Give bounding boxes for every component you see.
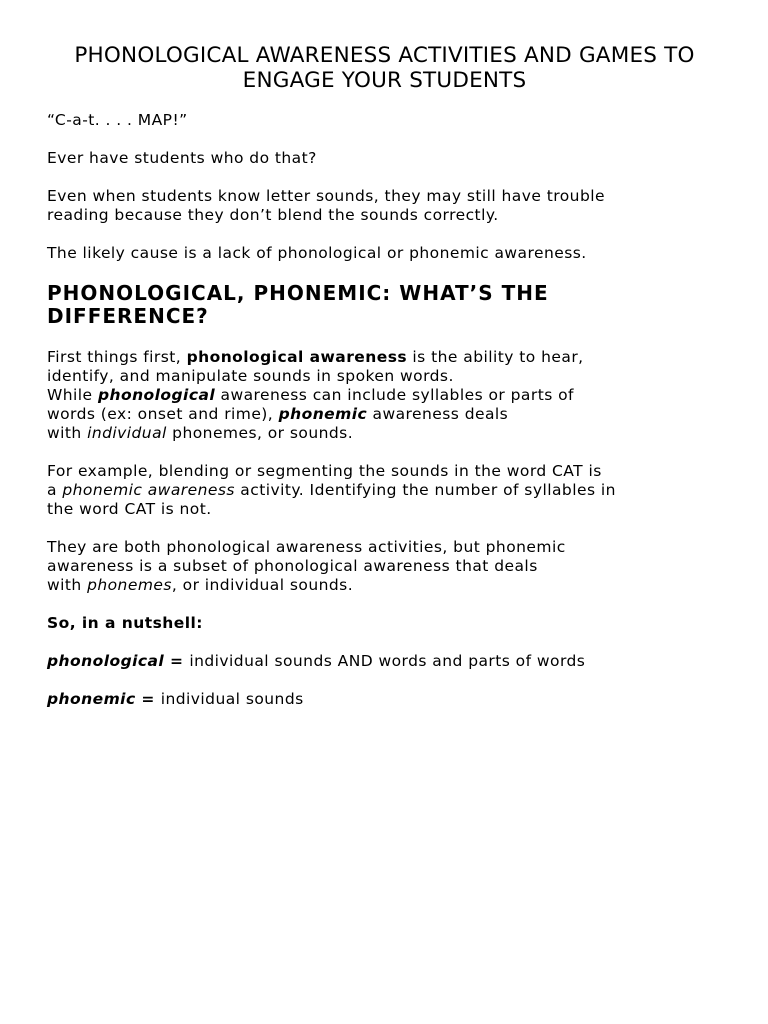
text-run: awareness can include syllables or parts of <box>215 386 574 404</box>
text-run: a <box>47 481 63 499</box>
question-paragraph: Ever have students who do that? <box>47 149 317 167</box>
title-line: PHONOLOGICAL AWARENESS ACTIVITIES AND GAMES TO <box>74 43 695 68</box>
text-line: the word CAT is not. <box>47 500 212 518</box>
blending-paragraph <box>47 187 722 225</box>
text-run: activity. Identifying the number of syllables in <box>234 481 616 499</box>
definition-paragraph <box>47 348 722 443</box>
text-line: They are both phonological awareness activities, but phonemic <box>47 538 566 556</box>
text-run: with <box>47 424 88 442</box>
text-line <box>47 405 722 424</box>
text-line <box>47 348 722 367</box>
summary-phonological <box>47 652 722 671</box>
page-title <box>47 43 722 93</box>
text-line: reading because they don’t blend the sounds correctly. <box>47 206 499 224</box>
nutshell-paragraph <box>47 614 722 633</box>
text-line <box>47 386 722 405</box>
section-heading <box>47 282 722 328</box>
text-run: , or individual sounds. <box>171 576 354 594</box>
equals-sign: = <box>164 652 190 670</box>
text-run: While <box>47 386 98 404</box>
text-run: individual sounds <box>160 690 304 708</box>
text-run: words (ex: onset and rime), <box>47 405 279 423</box>
heading-line: PHONOLOGICAL, PHONEMIC: WHAT’S THE <box>47 281 549 305</box>
bold-italic-term: phonological <box>47 652 165 670</box>
text-run: First things first, <box>47 348 187 366</box>
bold-italic-term: phonemic <box>278 405 368 423</box>
text-line: Even when students know letter sounds, they may still have trouble <box>47 187 605 205</box>
text-run: is the ability to hear, <box>407 348 584 366</box>
text-line: awareness is a subset of phonological awareness that deals <box>47 557 538 575</box>
title-line: ENGAGE YOUR STUDENTS <box>242 68 527 93</box>
heading-line: DIFFERENCE? <box>47 304 209 328</box>
italic-term: phonemes <box>87 576 172 594</box>
bold-italic-term: phonemic <box>47 690 136 708</box>
subset-paragraph <box>47 538 722 595</box>
bold-term: phonological awareness <box>186 348 408 366</box>
text-line: For example, blending or segmenting the sounds in the word CAT is <box>47 462 602 480</box>
bold-text: So, in a nutshell: <box>47 614 203 632</box>
text-line <box>47 481 722 500</box>
summary-phonemic <box>47 690 722 709</box>
example-paragraph <box>47 462 722 519</box>
text-run: phonemes, or sounds. <box>166 424 354 442</box>
text-run: individual sounds AND words and parts of words <box>189 652 586 670</box>
text-run: with <box>47 576 88 594</box>
text-line <box>47 424 722 443</box>
cause-paragraph: The likely cause is a lack of phonological or phonemic awareness. <box>47 244 587 262</box>
italic-term: phonemic awareness <box>62 481 235 499</box>
text-line: identify, and manipulate sounds in spoken words. <box>47 367 454 385</box>
equals-sign: = <box>135 690 161 708</box>
bold-italic-term: phonological <box>97 386 216 404</box>
italic-term: individual <box>87 424 167 442</box>
quote-paragraph: “C-a-t. . . . MAP!” <box>47 111 188 129</box>
text-run: awareness deals <box>367 405 509 423</box>
text-line <box>47 576 722 595</box>
